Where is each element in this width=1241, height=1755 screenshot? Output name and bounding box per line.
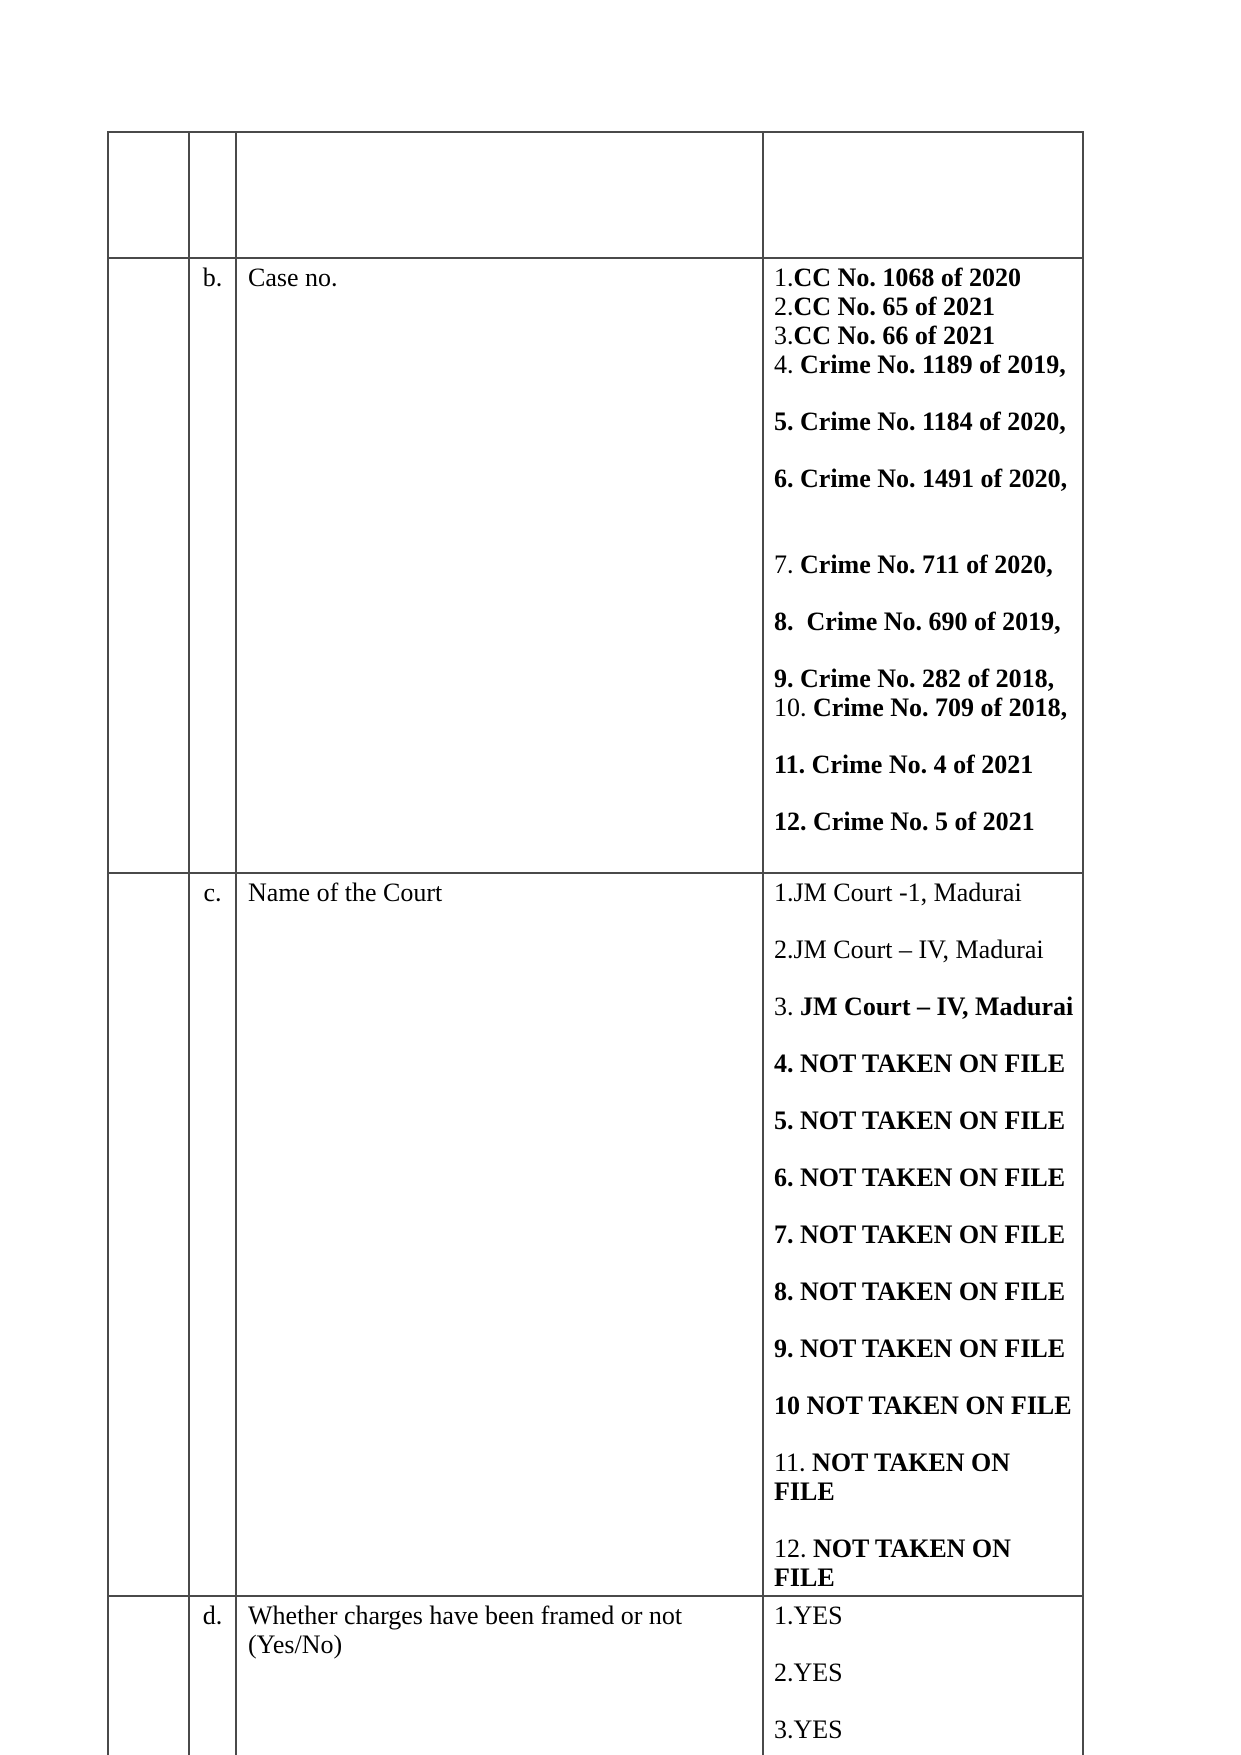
- item-text: NOT TAKEN ON FILE: [793, 1049, 1066, 1078]
- item-number: 4.: [774, 1049, 794, 1078]
- item-number: 9.: [774, 664, 794, 693]
- item-text: CC No. 65 of 2021: [793, 292, 995, 321]
- value-item: [774, 607, 1076, 636]
- value-item: [774, 1220, 1076, 1249]
- item-text: Crime No. 1184 of 2020,: [793, 407, 1066, 436]
- item-number: 8.: [774, 1277, 794, 1306]
- row-letter: [189, 132, 236, 258]
- item-text: YES: [793, 1601, 843, 1630]
- row-label: Case no.: [236, 258, 763, 873]
- value-item: [774, 1601, 1076, 1630]
- value-item: [774, 1106, 1076, 1135]
- table-row-c: [108, 873, 1083, 1596]
- serial-cell: [108, 873, 189, 1596]
- item-text: NOT TAKEN ON FILE: [793, 1277, 1066, 1306]
- value-item: [774, 1049, 1076, 1078]
- item-number: 8.: [774, 607, 794, 636]
- value-item: [774, 935, 1076, 964]
- item-number: 2.: [774, 1658, 794, 1687]
- item-text: CC No. 1068 of 2020: [793, 263, 1021, 292]
- item-number: 2.: [774, 935, 794, 964]
- item-text: CC No. 66 of 2021: [793, 321, 995, 350]
- item-number: 10: [774, 1391, 800, 1420]
- value-item: [774, 1448, 1076, 1506]
- value-item: [774, 263, 1076, 292]
- item-number: 5.: [774, 407, 794, 436]
- row-letter: b.: [189, 258, 236, 873]
- item-number: 7.: [774, 1220, 794, 1249]
- value-item: [774, 992, 1076, 1021]
- value-item: [774, 807, 1076, 836]
- value-item: [774, 693, 1076, 722]
- serial-cell: [108, 132, 189, 258]
- case-details-table-body: [108, 132, 1083, 1755]
- row-values: [763, 132, 1083, 258]
- value-item: [774, 350, 1076, 379]
- item-text: Crime No. 5 of 2021: [806, 807, 1035, 836]
- item-number: 7.: [774, 550, 794, 579]
- value-item: [774, 1391, 1076, 1420]
- item-text: NOT TAKEN ON FILE: [800, 1391, 1072, 1420]
- item-number: 3.: [774, 321, 794, 350]
- table-row-d: [108, 1596, 1083, 1755]
- item-number: 11.: [774, 750, 806, 779]
- row-label: Name of the Court: [236, 873, 763, 1596]
- item-text: NOT TAKEN ON FILE: [793, 1106, 1066, 1135]
- value-item: [774, 1334, 1076, 1363]
- serial-cell: [108, 1596, 189, 1755]
- item-number: 1.: [774, 1601, 794, 1630]
- item-text: JM Court -1, Madurai: [793, 878, 1022, 907]
- row-letter: c.: [189, 873, 236, 1596]
- value-item: [774, 1534, 1076, 1592]
- serial-cell: [108, 258, 189, 873]
- item-text: NOT TAKEN ON FILE: [793, 1334, 1066, 1363]
- item-text: Crime No. 1491 of 2020,: [793, 464, 1068, 493]
- value-item: [774, 664, 1076, 693]
- row-letter: d.: [189, 1596, 236, 1755]
- item-number: 3.: [774, 992, 794, 1021]
- value-item: [774, 1163, 1076, 1192]
- item-text: JM Court – IV, Madurai: [793, 992, 1074, 1021]
- item-text: Crime No. 282 of 2018,: [793, 664, 1055, 693]
- table-row-header: [108, 132, 1083, 258]
- value-item: [774, 550, 1076, 579]
- row-values: [763, 258, 1083, 873]
- value-item: [774, 292, 1076, 321]
- item-text: Crime No. 4 of 2021: [805, 750, 1034, 779]
- item-text: YES: [793, 1715, 843, 1744]
- item-number: 10.: [774, 693, 807, 722]
- item-number: 6.: [774, 464, 794, 493]
- item-number: 11.: [774, 1448, 806, 1477]
- row-label: [236, 132, 763, 258]
- item-text: JM Court – IV, Madurai: [793, 935, 1044, 964]
- item-number: 3.: [774, 1715, 794, 1744]
- value-item: [774, 407, 1076, 436]
- item-number: 12.: [774, 807, 807, 836]
- table-row-b: [108, 258, 1083, 873]
- value-item: [774, 1715, 1076, 1744]
- item-text: NOT TAKEN ON FILE: [774, 1448, 1017, 1506]
- item-number: 6.: [774, 1163, 794, 1192]
- value-item: [774, 321, 1076, 350]
- value-item: [774, 878, 1076, 907]
- item-number: 1.: [774, 878, 794, 907]
- item-text: NOT TAKEN ON FILE: [793, 1220, 1066, 1249]
- row-label: Whether charges have been framed or not (Yes/No): [236, 1596, 763, 1755]
- item-text: Crime No. 1189 of 2019,: [793, 350, 1066, 379]
- item-number: 4.: [774, 350, 794, 379]
- item-text: NOT TAKEN ON FILE: [774, 1534, 1018, 1592]
- item-number: 2.: [774, 292, 794, 321]
- item-number: 9.: [774, 1334, 794, 1363]
- row-values: [763, 873, 1083, 1596]
- item-number: 12.: [774, 1534, 807, 1563]
- item-text: YES: [793, 1658, 843, 1687]
- item-text: Crime No. 711 of 2020,: [793, 550, 1053, 579]
- item-number: 5.: [774, 1106, 794, 1135]
- value-item: [774, 1658, 1076, 1687]
- row-values: [763, 1596, 1083, 1755]
- value-item: [774, 1277, 1076, 1306]
- value-item: [774, 464, 1076, 493]
- item-number: 1.: [774, 263, 794, 292]
- value-item: [774, 750, 1076, 779]
- item-text: Crime No. 690 of 2019,: [793, 607, 1061, 636]
- item-text: NOT TAKEN ON FILE: [793, 1163, 1066, 1192]
- item-text: Crime No. 709 of 2018,: [806, 693, 1068, 722]
- case-details-table: [107, 131, 1084, 1755]
